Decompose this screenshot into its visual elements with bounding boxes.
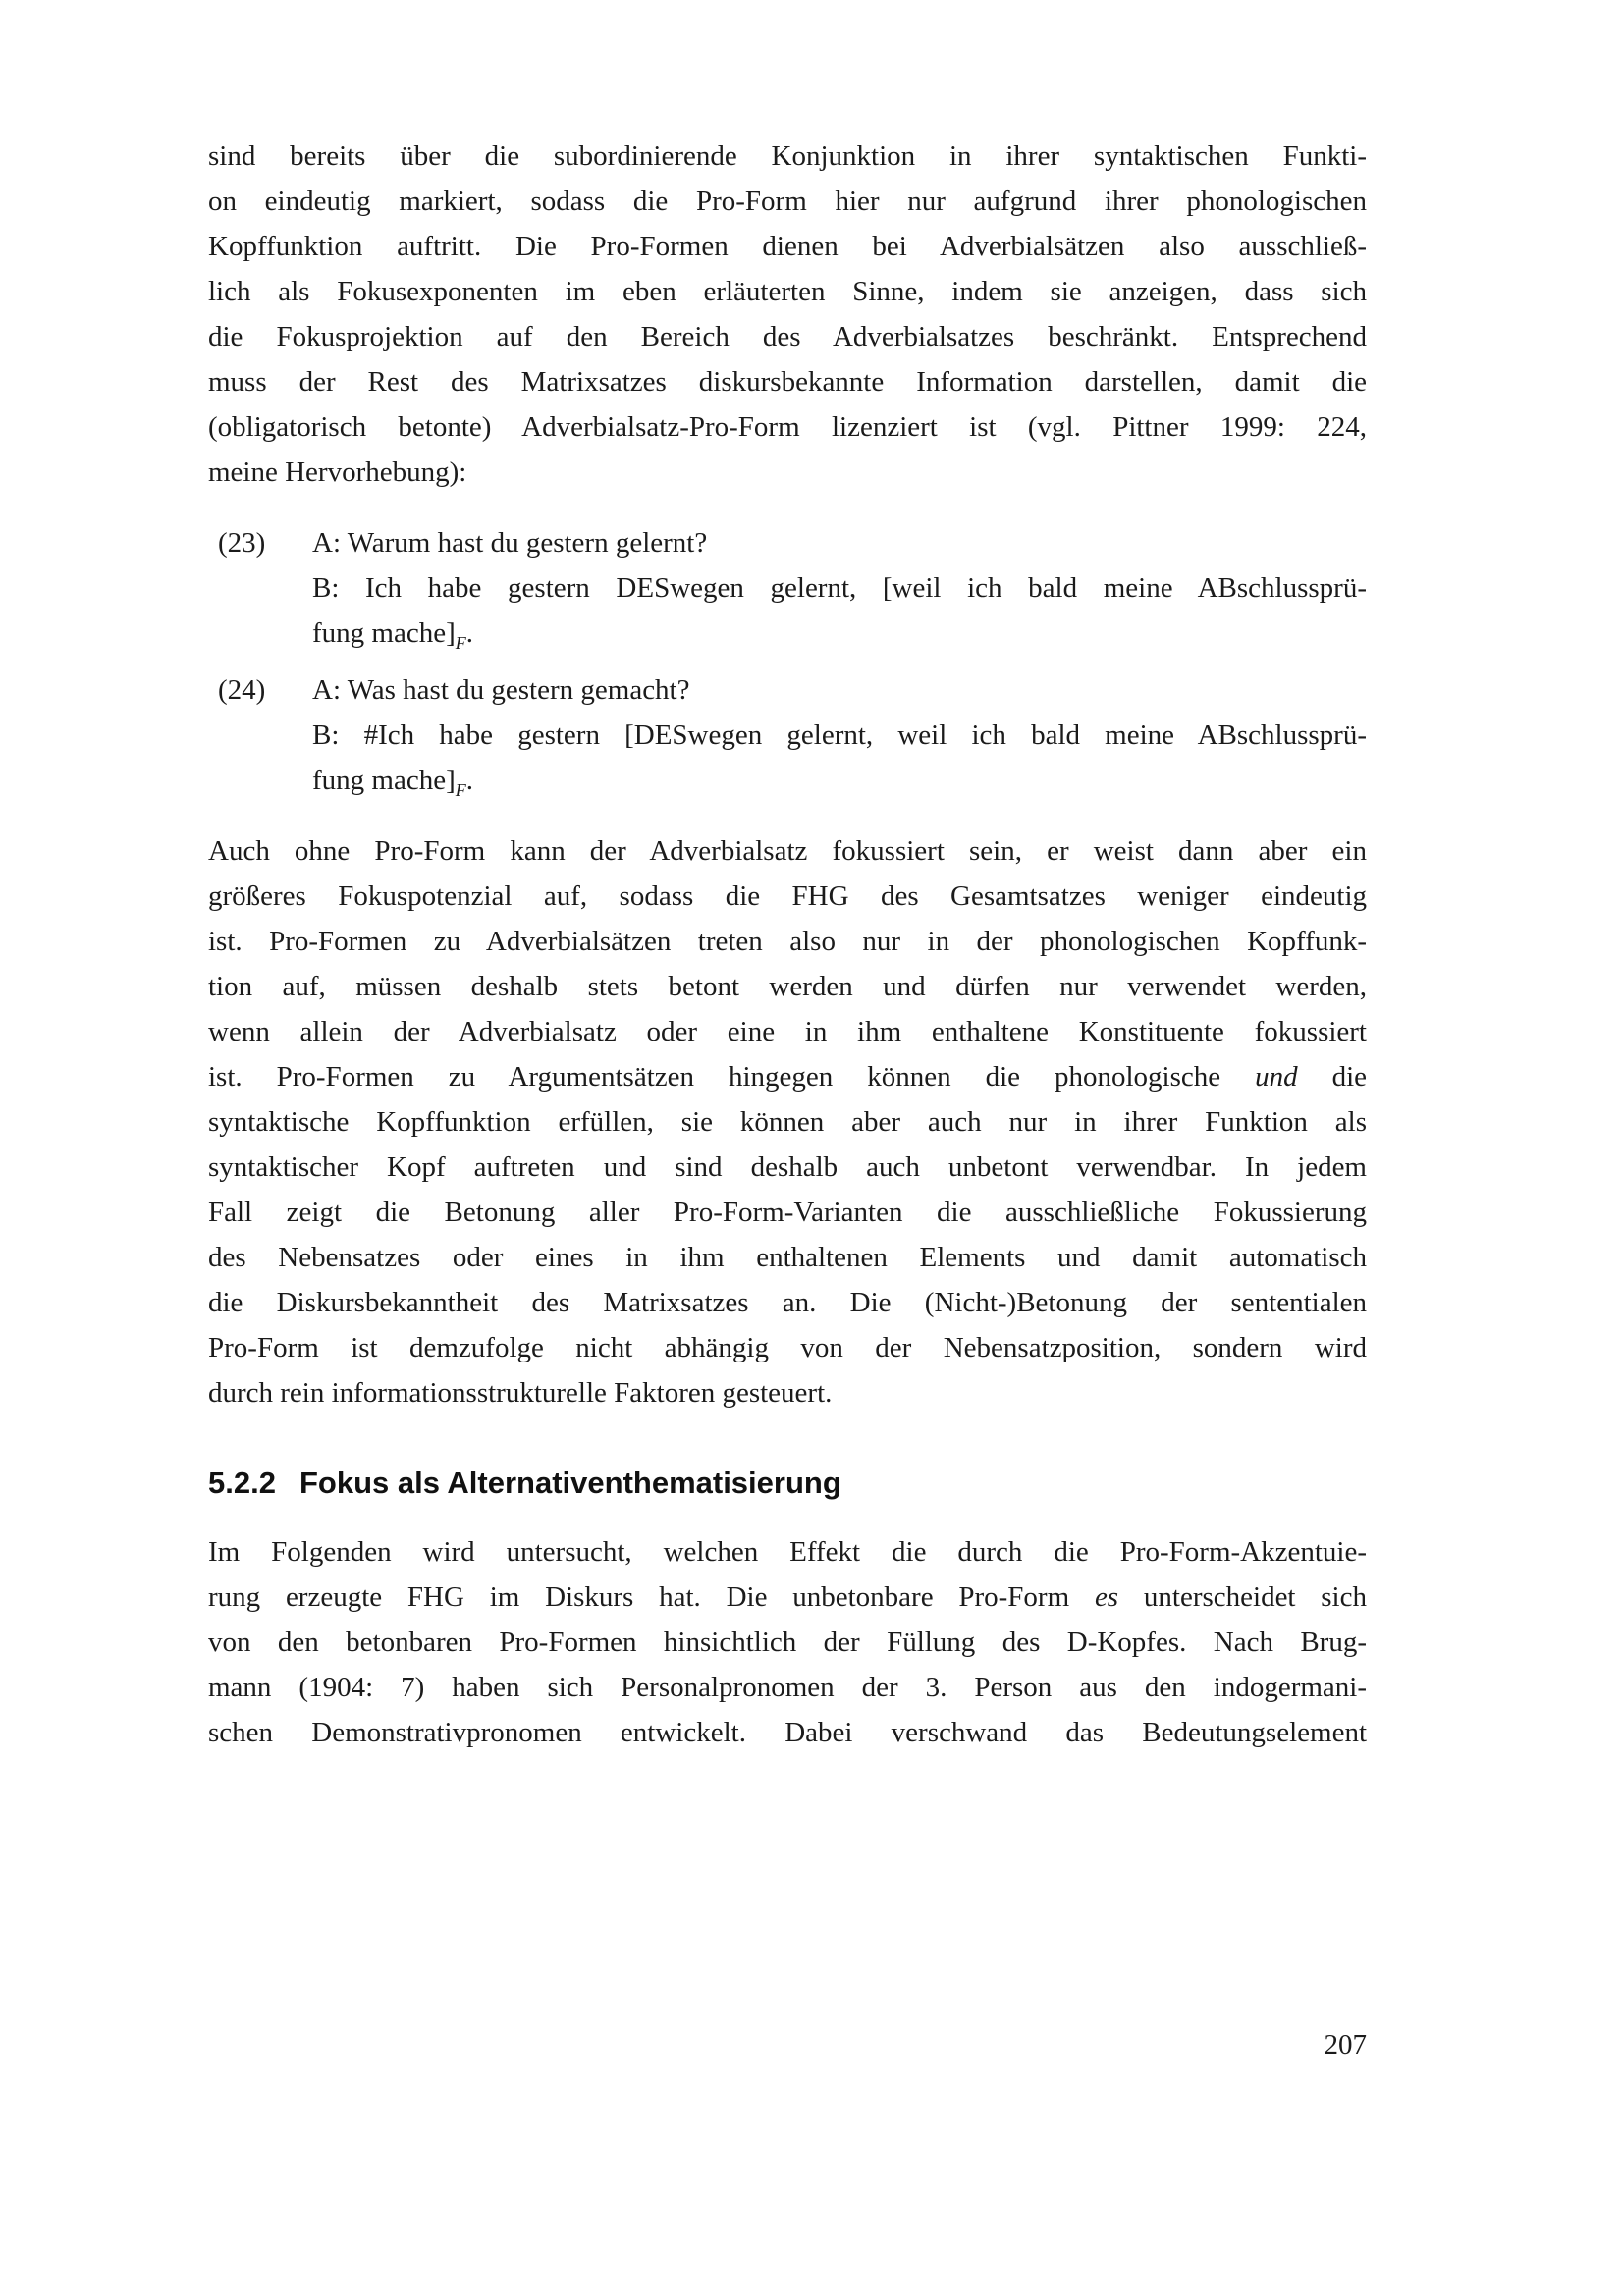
text-segment: fung mache]: [312, 617, 456, 649]
text-line: [208, 1575, 1367, 1620]
section-number: 5.2.2: [208, 1466, 276, 1500]
text-line: wenn allein der Adverbialsatz oder eine in ihm enthaltene Konstituente fokussiert: [208, 1016, 1367, 1047]
vertical-space: [208, 495, 1367, 520]
text-line: A: Was hast du gestern gemacht?: [312, 674, 690, 706]
text-line: (obligatorisch betonte) Adverbialsatz-Pro-Form lizenziert ist (vgl. Pittner 1999: 224,: [208, 411, 1367, 443]
example-number: (24): [218, 674, 266, 706]
example-item-23: [208, 520, 1367, 656]
text-line: tion auf, müssen deshalb stets betont werden und dürfen nur verwendet werden,: [208, 971, 1367, 1002]
text-line: [312, 611, 1367, 656]
example-body: [312, 667, 1367, 803]
text-line: Auch ohne Pro-Form kann der Adverbialsatz fokussiert sein, er weist dann aber ein: [208, 835, 1367, 867]
vertical-space: [208, 803, 1367, 828]
section-title: Fokus als Alternativenthematisierung: [298, 1466, 841, 1500]
subscript-focus-marker: F: [455, 632, 466, 653]
text-segment: die: [1297, 1061, 1367, 1093]
example-body: [312, 520, 1367, 656]
text-line: des Nebensatzes oder eines in ihm enthaltenen Elements und damit automatisch: [208, 1242, 1367, 1273]
paragraph: [208, 133, 1367, 495]
text-line: Kopffunktion auftritt. Die Pro-Formen dienen bei Adverbialsätzen also ausschließ-: [208, 231, 1367, 262]
paragraph: [208, 1529, 1367, 1755]
text-line: die Diskursbekanntheit des Matrixsatzes an. Die (Nicht-)Betonung der sententialen: [208, 1287, 1367, 1318]
text-line: größeres Fokuspotenzial auf, sodass die FHG des Gesamtsatzes weniger eindeutig: [208, 881, 1367, 912]
text-line: Fall zeigt die Betonung aller Pro-Form-Varianten die ausschließliche Fokussierung: [208, 1197, 1367, 1228]
text-line: die Fokusprojektion auf den Bereich des Adverbialsatzes beschränkt. Entsprechend: [208, 321, 1367, 352]
text-line: sind bereits über die subordinierende Konjunktion in ihrer syntaktischen Funkti-: [208, 140, 1367, 172]
text-segment: .: [465, 765, 473, 796]
text-block: [208, 133, 1367, 1755]
text-line: [208, 1054, 1367, 1099]
text-line: Im Folgenden wird untersucht, welchen Effekt die durch die Pro-Form-Akzentuie-: [208, 1536, 1367, 1568]
text-line: B: #Ich habe gestern [DESwegen gelernt, weil ich bald meine ABschlussprü-: [312, 720, 1367, 751]
text-line: lich als Fokusexponenten im eben erläuterten Sinne, indem sie anzeigen, dass sich: [208, 276, 1367, 307]
text-segment: .: [465, 617, 473, 649]
paragraph: [208, 828, 1367, 1415]
subscript-focus-marker: F: [455, 779, 466, 800]
text-line: muss der Rest des Matrixsatzes diskursbekannte Information darstellen, damit die: [208, 366, 1367, 398]
emphasis-text: und: [1255, 1061, 1298, 1093]
text-line: syntaktische Kopffunktion erfüllen, sie können aber auch nur in ihrer Funktion als: [208, 1106, 1367, 1138]
example-item-24: [208, 667, 1367, 803]
text-line: durch rein informationsstrukturelle Faktoren gesteuert.: [208, 1377, 833, 1409]
text-line: A: Warum hast du gestern gelernt?: [312, 527, 708, 559]
text-line: schen Demonstrativpronomen entwickelt. Dabei verschwand das Bedeutungselement: [208, 1717, 1367, 1748]
text-segment: rung erzeugte FHG im Diskurs hat. Die unbetonbare Pro-Form: [208, 1581, 1095, 1613]
text-line: syntaktischer Kopf auftreten und sind deshalb auch unbetont verwendbar. In jedem: [208, 1151, 1367, 1183]
text-line: von den betonbaren Pro-Formen hinsichtlich der Füllung des D-Kopfes. Nach Brug-: [208, 1627, 1367, 1658]
section-heading: [208, 1461, 1367, 1506]
example-number: (23): [218, 527, 266, 559]
text-line: on eindeutig markiert, sodass die Pro-Form hier nur aufgrund ihrer phonologischen: [208, 186, 1367, 217]
page-number: 207: [1324, 2029, 1367, 2060]
text-segment: fung mache]: [312, 765, 456, 796]
text-line: B: Ich habe gestern DESwegen gelernt, [weil ich bald meine ABschlussprü-: [312, 572, 1367, 604]
text-line: mann (1904: 7) haben sich Personalpronomen der 3. Person aus den indogermani-: [208, 1672, 1367, 1703]
text-line: ist. Pro-Formen zu Adverbialsätzen treten also nur in der phonologischen Kopffunk-: [208, 926, 1367, 957]
text-line: [312, 758, 1367, 803]
text-line: Pro-Form ist demzufolge nicht abhängig von der Nebensatzposition, sondern wird: [208, 1332, 1367, 1363]
text-segment: unterscheidet sich: [1118, 1581, 1367, 1613]
text-line: meine Hervorhebung):: [208, 456, 467, 488]
text-segment: ist. Pro-Formen zu Argumentsätzen hingegen können die phonologische: [208, 1061, 1256, 1093]
vertical-space: [208, 656, 1367, 667]
emphasis-text: es: [1094, 1581, 1119, 1613]
